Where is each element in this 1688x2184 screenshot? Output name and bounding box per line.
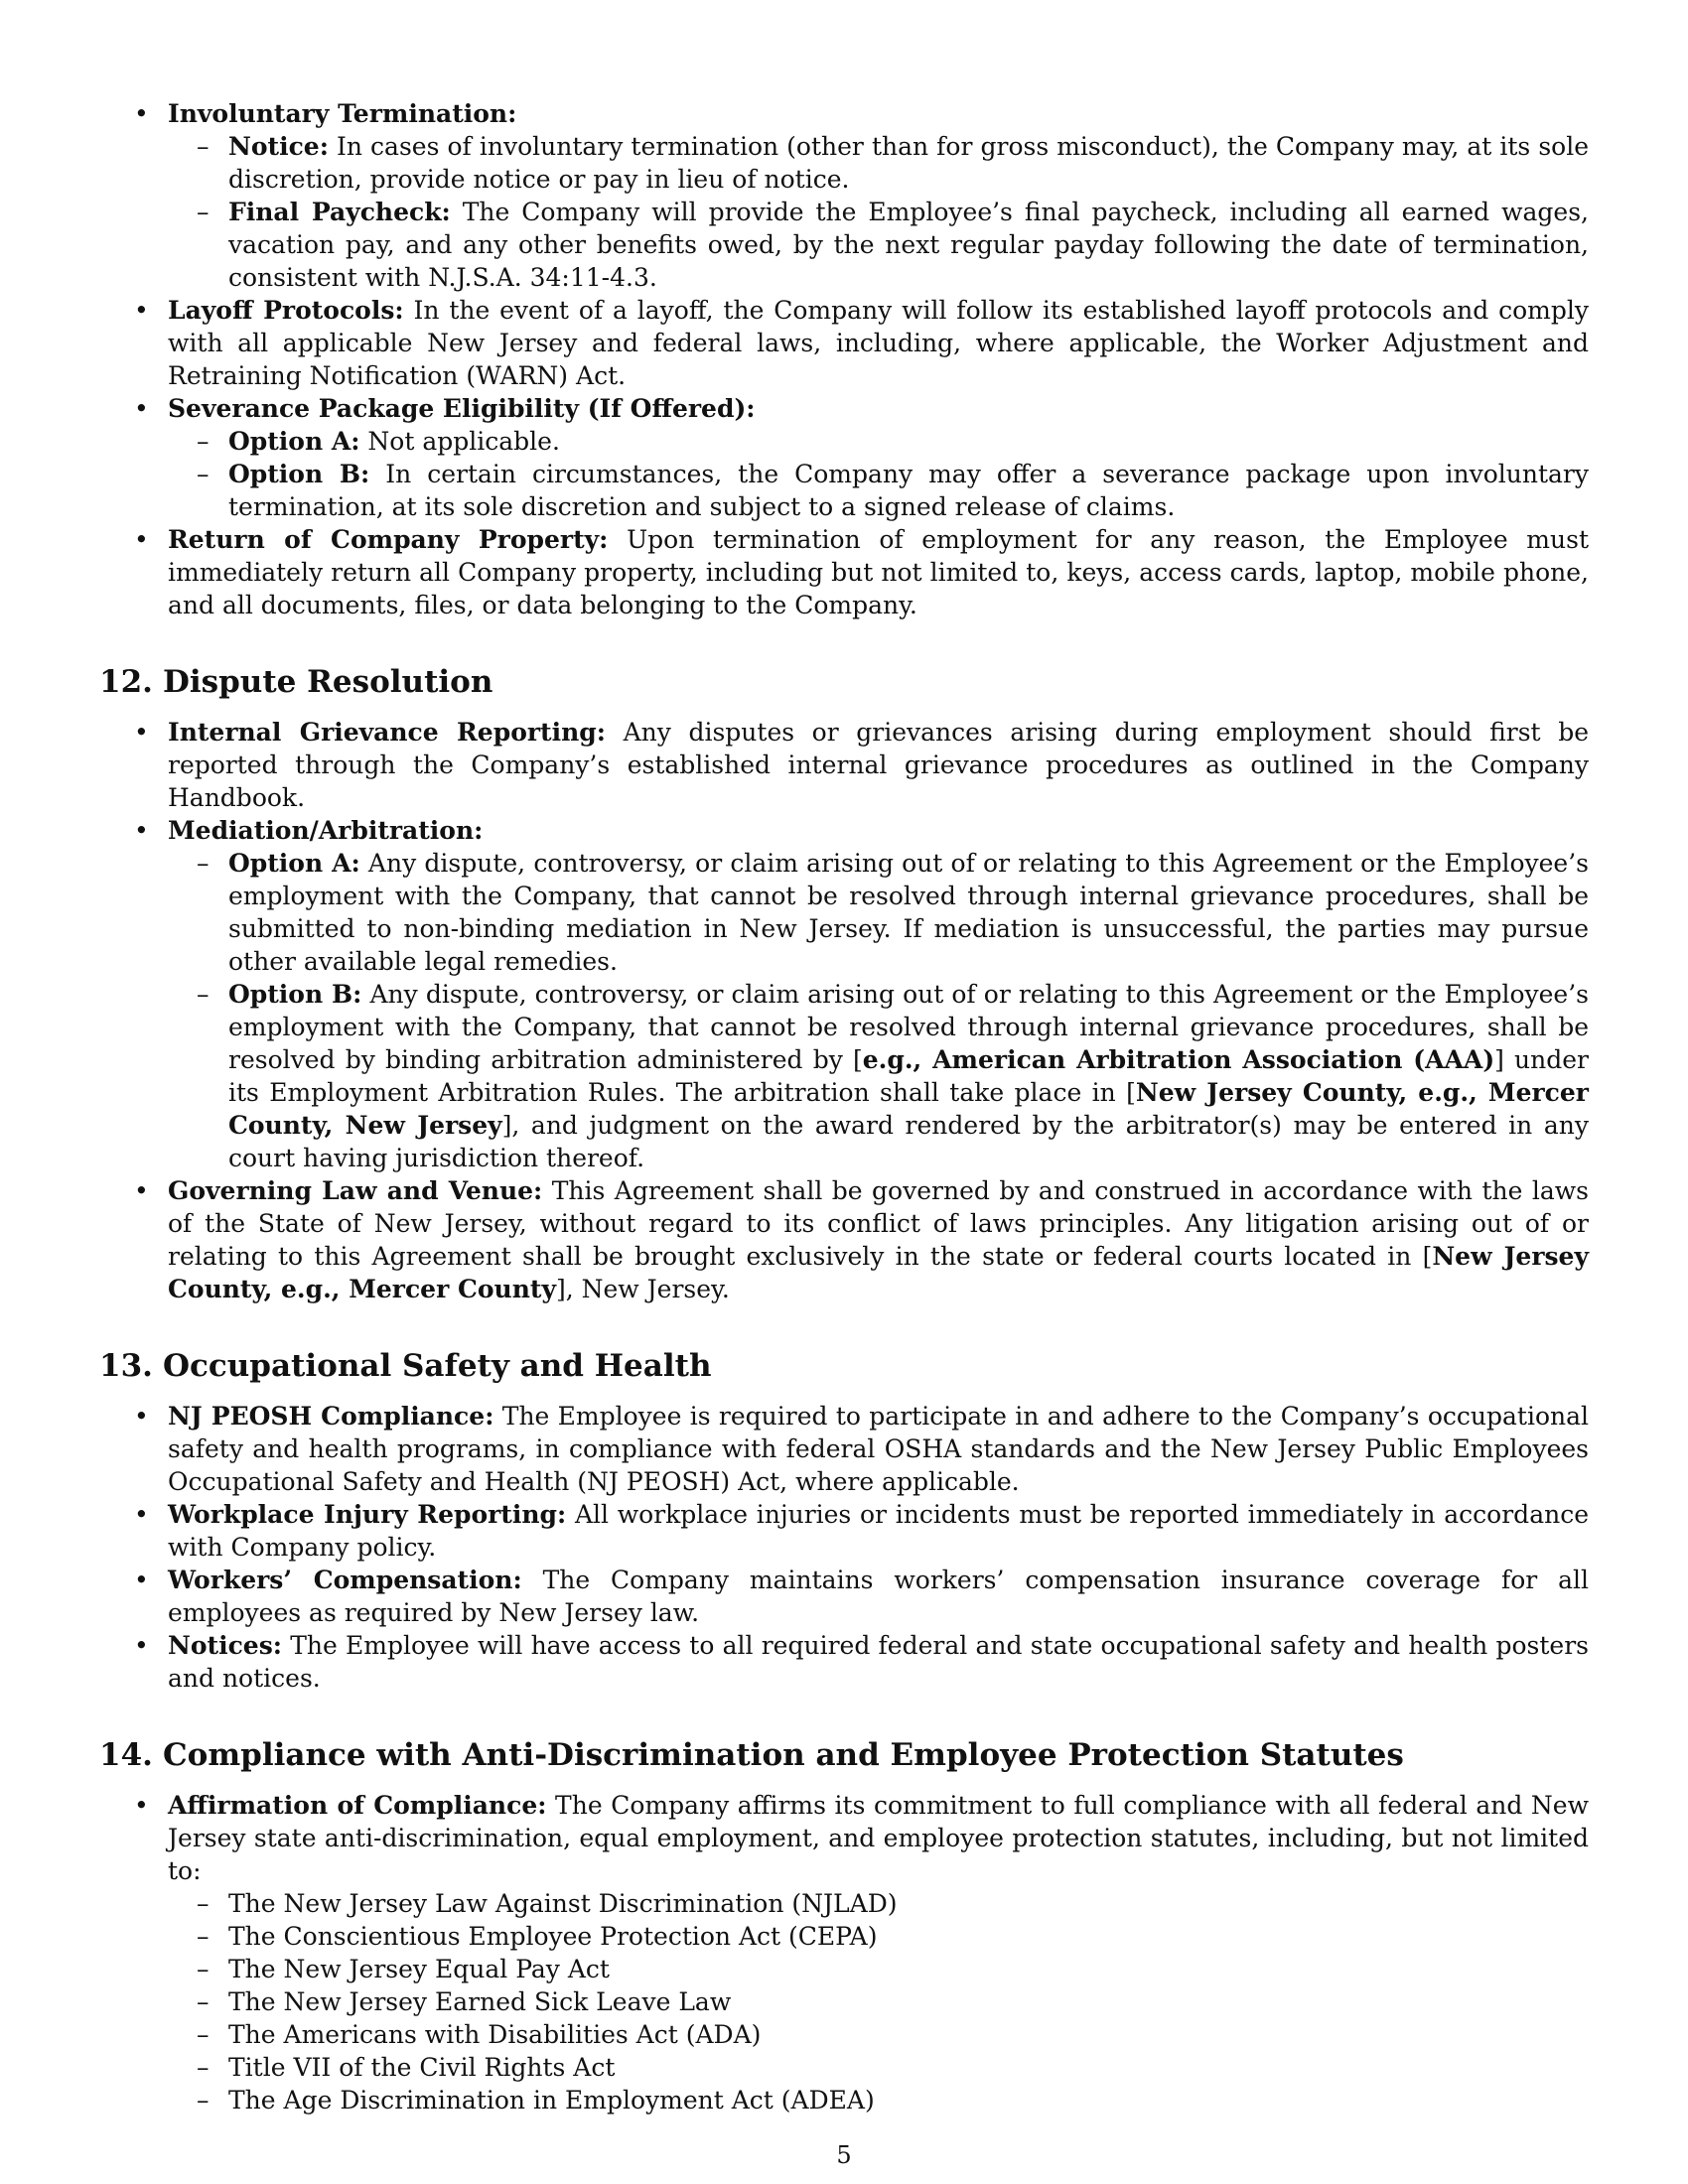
layoff-protocols-item bbox=[99, 294, 1589, 392]
arbitration-provider-placeholder: e.g., American Arbitration Association (AAA) bbox=[862, 1045, 1495, 1074]
section-13-list bbox=[99, 1400, 1589, 1695]
mediation-option-a-label: Option A: bbox=[228, 849, 360, 878]
section-14-heading bbox=[99, 1735, 1589, 1775]
involuntary-termination-item bbox=[99, 97, 1589, 294]
mediation-option-a-text: Any dispute, controversy, or claim arising out of or relating to this Agreement or the Employee’s employment with the Company, that cannot be resolved through internal grievance procedures, shall be submitted to non-binding mediation in New Jersey. If mediation is unsuccessful, the parties may pursue other available legal remedies. bbox=[228, 849, 1589, 976]
section-13-title: Occupational Safety and Health bbox=[163, 1348, 712, 1384]
severance-option-a bbox=[168, 425, 1589, 458]
mediation-option-b-text-2: ] under its Employment Arbitration Rules. The arbitration shall take place in [ bbox=[228, 1045, 1590, 1107]
mediation-item bbox=[99, 814, 1589, 1174]
affirmation-label: Affirmation of Compliance: bbox=[168, 1791, 547, 1820]
grievance-item bbox=[99, 716, 1589, 814]
section-14-list bbox=[99, 1789, 1589, 2116]
peosh-text: The Employee is required to participate in and adhere to the Company’s occupational safety and health programs, in compliance with federal OSHA standards and the New Jersey Public Employees Occupational Safety and Health (NJ PEOSH) Act, where applicable. bbox=[168, 1402, 1589, 1496]
peosh-item bbox=[99, 1400, 1589, 1498]
governing-law-text-2: ], New Jersey. bbox=[555, 1275, 730, 1303]
statute-item: – Title VII of the Civil Rights Act bbox=[168, 2051, 1589, 2084]
section-12-heading bbox=[99, 662, 1589, 702]
severance-title: Severance Package Eligibility (If Offered): bbox=[168, 394, 756, 423]
final-paycheck-text: The Company will provide the Employee’s final paycheck, including all earned wages, vacation pay, and any other benefits owed, by the next regular payday following the date of termination, consistent with N.J.S.A. 34:11-4.3. bbox=[228, 198, 1589, 292]
statute-item: – The New Jersey Earned Sick Leave Law bbox=[168, 1985, 1589, 2018]
peosh-label: NJ PEOSH Compliance: bbox=[168, 1402, 494, 1431]
statute-item: – The New Jersey Law Against Discrimination (NJLAD) bbox=[168, 1887, 1589, 1920]
injury-reporting-label: Workplace Injury Reporting: bbox=[168, 1500, 567, 1529]
severance-sublist bbox=[168, 425, 1589, 523]
section-11-list bbox=[99, 97, 1589, 621]
mediation-sublist bbox=[168, 847, 1589, 1174]
statute-item: – The New Jersey Equal Pay Act bbox=[168, 1953, 1589, 1985]
mediation-option-b-text-1: Any dispute, controversy, or claim arising out of or relating to this Agreement or the Employee’s employment with the Company, that cannot be resolved through internal grievance procedures, shall be resolved by binding arbitration administered by [ bbox=[228, 980, 1589, 1074]
involuntary-termination-sublist bbox=[168, 130, 1589, 294]
severance-option-a-text: Not applicable. bbox=[359, 427, 560, 456]
section-12-number: 12. bbox=[99, 664, 153, 700]
mediation-option-b bbox=[168, 978, 1589, 1174]
workers-comp-label: Workers’ Compensation: bbox=[168, 1566, 522, 1594]
injury-reporting-item bbox=[99, 1498, 1589, 1564]
governing-law-text-1: This Agreement shall be governed by and construed in accordance with the laws of the State of New Jersey, without regard to its conflict of laws principles. Any litigation arising out of or relating to this Agreement shall be brought exclusively in the state or federal courts located in [ bbox=[168, 1176, 1590, 1271]
return-property-label: Return of Company Property: bbox=[168, 525, 609, 554]
section-12-list bbox=[99, 716, 1589, 1305]
grievance-text: Any disputes or grievances arising during employment should first be reported through the Company’s established internal grievance procedures as outlined in the Company Handbook. bbox=[168, 718, 1590, 812]
section-13-number: 13. bbox=[99, 1348, 153, 1384]
venue-county-placeholder: New Jersey County, e.g., Mercer County bbox=[168, 1242, 1589, 1303]
final-paycheck-label: Final Paycheck: bbox=[228, 198, 451, 226]
severance-item bbox=[99, 392, 1589, 523]
return-property-item bbox=[99, 523, 1589, 621]
notice-label: Notice: bbox=[228, 132, 329, 161]
governing-law-label: Governing Law and Venue: bbox=[168, 1176, 543, 1205]
severance-option-a-label: Option A: bbox=[228, 427, 360, 456]
section-14-number: 14. bbox=[99, 1737, 153, 1773]
final-paycheck-item bbox=[168, 196, 1589, 294]
workers-comp-item bbox=[99, 1564, 1589, 1629]
mediation-option-a bbox=[168, 847, 1589, 978]
notices-text: The Employee will have access to all required federal and state occupational safety and health posters and notices. bbox=[168, 1631, 1589, 1693]
notice-item bbox=[168, 130, 1589, 196]
involuntary-termination-title: Involuntary Termination: bbox=[168, 99, 517, 128]
mediation-title: Mediation/Arbitration: bbox=[168, 816, 484, 845]
arbitration-county-placeholder: New Jersey County, e.g., Mercer County, New Jersey bbox=[228, 1078, 1589, 1140]
notices-label: Notices: bbox=[168, 1631, 283, 1660]
section-13-heading bbox=[99, 1346, 1589, 1386]
severance-option-b-text: In certain circumstances, the Company may offer a severance package upon involuntary termination, at its sole discretion and subject to a signed release of claims. bbox=[228, 460, 1590, 521]
grievance-label: Internal Grievance Reporting: bbox=[168, 718, 606, 747]
statute-item: – The Age Discrimination in Employment Act (ADEA) bbox=[168, 2084, 1589, 2116]
page-number: 5 bbox=[836, 2141, 852, 2169]
statute-item: – The Americans with Disabilities Act (ADA) bbox=[168, 2018, 1589, 2051]
affirmation-text: The Company affirms its commitment to full compliance with all federal and New Jersey state anti-discrimination, equal employment, and employee protection statutes, including, but not limited to: bbox=[168, 1791, 1589, 1885]
severance-option-b-label: Option B: bbox=[228, 460, 370, 488]
notices-item bbox=[99, 1629, 1589, 1695]
workers-comp-text: The Company maintains workers’ compensation insurance coverage for all employees as required by New Jersey law. bbox=[168, 1566, 1589, 1627]
section-14-title: Compliance with Anti-Discrimination and Employee Protection Statutes bbox=[163, 1737, 1404, 1773]
layoff-protocols-text: In the event of a layoff, the Company will follow its established layoff protocols and comply with all applicable New Jersey and federal laws, including, where applicable, the Worker Adjustment and Retraining Notification (WARN) Act. bbox=[168, 296, 1589, 390]
mediation-option-b-text-3: ], and judgment on the award rendered by the arbitrator(s) may be entered in any court having jurisdiction thereof. bbox=[228, 1111, 1589, 1172]
notice-text: In cases of involuntary termination (other than for gross misconduct), the Company may, at its sole discretion, provide notice or pay in lieu of notice. bbox=[228, 132, 1589, 194]
layoff-protocols-label: Layoff Protocols: bbox=[168, 296, 404, 325]
affirmation-item bbox=[99, 1789, 1589, 2116]
statute-item: – The Conscientious Employee Protection Act (CEPA) bbox=[168, 1920, 1589, 1953]
section-12-title: Dispute Resolution bbox=[163, 664, 493, 700]
document-page bbox=[99, 97, 1589, 2116]
mediation-option-b-label: Option B: bbox=[228, 980, 362, 1009]
statutes-list bbox=[168, 1887, 1589, 2116]
severance-option-b bbox=[168, 458, 1589, 523]
governing-law-item bbox=[99, 1174, 1589, 1305]
injury-reporting-text: All workplace injuries or incidents must be reported immediately in accordance with Company policy. bbox=[168, 1500, 1589, 1562]
return-property-text: Upon termination of employment for any reason, the Employee must immediately return all Company property, including but not limited to, keys, access cards, laptop, mobile phone, and all documents, files, or data belonging to the Company. bbox=[168, 525, 1589, 619]
